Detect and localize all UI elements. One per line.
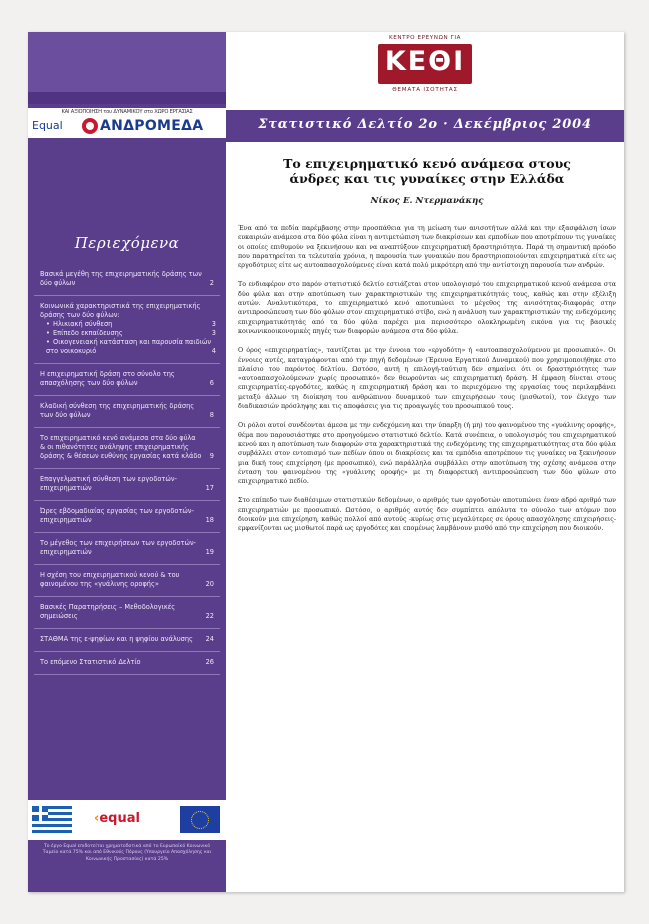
toc-item-page: 2	[209, 279, 214, 287]
toc-subitem	[40, 338, 216, 356]
kethi-logo-text: ΚΕΘΙ	[384, 46, 466, 77]
toc-subitem-label: Ηλικιακή σύνθεση	[53, 320, 113, 328]
project-logos	[30, 117, 224, 137]
equal-small-logo: Equal	[32, 119, 63, 132]
article-paragraph: Οι ρόλοι αυτοί συνδέονται άμεσα με την ενδεχόμενη και την ύπαρξη (ή μη) του φαινομένου της «γυάλινης οροφής», θέμα που παρουσιάστηκε στο προηγούμενο στατιστικό δελτίο. Κατά συνέπεια, ο υπολογισμός του επιχειρηματικού κενού και η αποτύπωση των διαφορών στα χαρακτηριστικά της ενδεχόμενης της επιχειρηματικότητας στα δύο φύλα συμβάλλει στον εντοπισμό των πεδίων όπου οι διακρίσεις και τα εμπόδια αποτρέπουν τις γυναίκες να ξεκινήσουν μια δική τους επιχείρηση (με προσωπικό), ενώ παράλληλα συμβάλλει στην αποτύπωση της σχέσης ανάμεσα στην ένταση του φαινομένου της «γυάλινης οροφής» με τη διαφορετική αντιπροσώπευση των δύο φύλων στο επιχειρηματικό πεδίο.	[238, 422, 616, 486]
toc-item	[34, 296, 220, 364]
article-title-line2: άνδρες και τις γυναίκες στην Ελλάδα	[289, 171, 565, 186]
bullet-icon: •	[46, 338, 50, 346]
toc-item-page: 8	[209, 411, 214, 419]
kethi-bottom-text: ΘΕΜΑΤΑ ΙΣΟΤΗΤΑΣ	[392, 87, 458, 93]
toc-item	[34, 264, 220, 296]
bulletin-banner-text: Στατιστικό Δελτίο 2ο · Δεκέμβριος 2004	[258, 117, 592, 132]
table-of-contents	[28, 264, 226, 675]
article	[238, 156, 616, 534]
toc-title: Περιεχόμενα	[74, 234, 180, 252]
funding-note: Το έργο Equal επιδοτείται χρηματοδοτικά από το Ευρωπαϊκό Κοινωνικό Ταμείο κατά 75% και από Εθνικούς Πόρους (Υπουργείο Απασχόλησης και Κοινωνικής Προστασίας) κατά 25%	[42, 844, 212, 862]
document-page	[28, 32, 624, 892]
article-title-line1: Το επιχειρηματικό κενό ανάμεσα στους	[283, 156, 571, 171]
toc-item	[34, 597, 220, 629]
andromeda-logo-text: ΑΝΔΡΟΜΕΔΑ	[100, 118, 204, 134]
toc-subitem-label: Οικογενειακή κατάσταση και παρουσία παιδιών στο νοικοκυριό	[46, 338, 212, 355]
toc-item-page: 18	[205, 516, 214, 524]
toc-item	[34, 652, 220, 675]
toc-item-page: 9	[209, 452, 214, 460]
equal-logo: ‹equal	[94, 811, 140, 826]
bullet-icon: •	[46, 329, 50, 337]
toc-item-page: 17	[205, 484, 214, 492]
kethi-logo	[378, 44, 472, 84]
bulletin-banner	[226, 110, 624, 142]
toc-item	[34, 629, 220, 652]
toc-subitem	[40, 329, 216, 338]
toc-item-page: 22	[205, 612, 214, 620]
toc-item-label: Ώρες εβδομαδιαίας εργασίας των εργοδοτών-επιχειρηματιών	[40, 507, 194, 524]
toc-item-label: Η σχέση του επιχειρηματικού κενού & του φαινομένου της «γυάλινης οροφής»	[40, 571, 180, 588]
project-logo-band	[28, 108, 226, 138]
article-paragraph: Ένα από τα πεδία παρέμβασης στην προσπάθεια για τη μείωση των ανισοτήτων αλλά και την εξασφάλιση ίσων ευκαιριών ανάμεσα στα δύο φύλα είναι η αντιμετώπιση των διακρίσεων και εμποδίων που αποτρέπουν τις γυναίκες οι οποίες επιθυμούν να ξεκινήσουν και να αναπτύξουν επιχειρηματική δραστηριότητα. Παρά τη σημαντική πρόοδο που παρατηρείται τα τελευταία χρόνια, η παρουσία των γυναικών που δραστηριοποιούνται επιχειρηματικά είτε ως εργοδότριες είτε ως αυτοαπασχολούμενες είναι κατά πολύ μικρότερη από την αντίστοιχη παρουσία των ανδρών.	[238, 225, 616, 270]
eu-flag-icon	[180, 806, 220, 833]
toc-subitem-page: 4	[211, 347, 216, 355]
sidebar-header-stripe	[28, 92, 226, 104]
toc-item-label: Το επόμενο Στατιστικό Δελτίο	[40, 658, 141, 666]
toc-subitem	[40, 320, 216, 329]
toc-item-label: Το επιχειρηματικό κενό ανάμεσα στα δύο φύλα & οι πιθανότητες ανάληψης επιχειρηματικής δράσης & θέσεων ευθύνης εργασίας κατά κλάδο	[40, 434, 202, 460]
toc-item-page: 6	[209, 379, 214, 387]
toc-item-label: Βασικά μεγέθη της επιχειρηματικής δράσης των δύο φύλων	[40, 270, 202, 287]
toc-item-label: Το μέγεθος των επιχειρήσεων των εργοδοτών-επιχειρηματιών	[40, 539, 197, 556]
toc-subitem-page: 3	[211, 329, 216, 337]
toc-item-page: 20	[205, 580, 214, 588]
greek-flag-icon	[32, 806, 72, 833]
toc-item-label: Επαγγελματική σύνθεση των εργοδοτών-επιχειρηματιών	[40, 475, 177, 492]
funding-logos	[28, 800, 226, 840]
toc-subitem-label: Επίπεδο εκπαίδευσης	[53, 329, 123, 337]
toc-item	[34, 565, 220, 597]
toc-item-label: ΣΤΑΘΜΑ της ε-ψηφίων και η ψηφίου ανάλυσης	[40, 635, 193, 643]
toc-item	[34, 501, 220, 533]
toc-item	[34, 533, 220, 565]
andromeda-logo-icon	[82, 118, 98, 134]
toc-item-label: Κοινωνικά χαρακτηριστικά της επιχειρηματικής δράσης των δύο φύλων:	[40, 302, 201, 319]
sidebar	[28, 32, 226, 892]
toc-item-label: Η επιχειρηματική δράση στο σύνολο της απασχόλησης των δύο φύλων	[40, 370, 175, 387]
toc-item-label: Βασικές Παρατηρήσεις – Μεθοδολογικές σημειώσεις	[40, 603, 176, 620]
project-tagline: ΚΑΙ ΑΞΙΟΠΟΙΗΣΗ του ΔΥΝΑΜΙΚΟΥ στο ΧΩΡΟ ΕΡΓΑΣΙΑΣ	[61, 109, 193, 115]
toc-item	[34, 428, 220, 469]
article-author: Νίκος Ε. Ντερμανάκης	[370, 196, 484, 206]
article-paragraph: Το ενδιαφέρον στο παρόν στατιστικό δελτίο εστιάζεται στον υπολογισμό του επιχειρηματικού κενού ανάμεσα στα δύο φύλα και στην αποτύπωση των χαρακτηριστικών της επιχειρηματικότητάς τους, καθώς και στην εξέλιξη αυτών. Αναλυτικότερα, το επιχειρηματικό κενό αποτυπώνει το μέγεθος της ανισότητας-διαφοράς στην αντιπροσώπευση των δύο φύλων στον επιχειρηματικό στίβο, ενώ η ανάλυση των χαρακτηριστικών της ενδεχόμενης επιχειρηματικότητάς από τα δύο φύλα παρέχει μια περισσότερο ολοκληρωμένη εικόνα για τις βασικές κοινωνικοοικονομικές πηγές των διαφορών ανάμεσα στα δύο φύλα.	[238, 281, 616, 335]
article-paragraph: Ο όρος «επιχειρηματίας», ταυτίζεται με την έννοια του «εργοδότη» ή «αυτοαπασχολούμενου με προσωπικό». Οι έννοιες αυτές, καταγράφονται από την πηγή δεδομένων (Έρευνα Εργατικού Δυναμικού) που χρησιμοποιήθηκε στο πλαίσιο του παρόντος δελτίου. Ωστόσο, αυτή η επιλογή-ταύτιση δεν σημαίνει ότι οι δραστηριότητες των «αυτοαπασχολούμενων χωρίς προσωπικό» δεν θεωρούνται ως επιχειρηματική δράση. Η έμφαση δίνεται στους επιχειρηματίες-εργοδότες, καθώς η επιχειρηματική δράση και το περιεχόμενο της εργασίας τους περιλαμβάνει μεταξύ άλλων τη διοίκηση του ανθρώπινου δυναμικού των επιχειρήσεων τους (μισθωτοί), τον έλεγχο των διαδικασιών πρόσληψης και τις αποφάσεις για τις προαγωγές του προσωπικού τους.	[238, 347, 616, 411]
toc-item	[34, 469, 220, 501]
toc-item-page: 19	[205, 548, 214, 556]
toc-subitem-page: 3	[211, 320, 216, 328]
toc-item-page: 24	[205, 635, 214, 643]
toc-item	[34, 396, 220, 428]
article-title	[238, 156, 616, 186]
toc-item-label: Κλαδική σύνθεση της επιχειρηματικής δράσης των δύο φύλων	[40, 402, 195, 419]
bullet-icon: •	[46, 320, 50, 328]
kethi-top-text: ΚΕΝΤΡΟ ΕΡΕΥΝΩΝ ΓΙΑ	[388, 35, 462, 41]
toc-item	[34, 364, 220, 396]
kethi-header	[226, 32, 624, 104]
article-paragraph: Στο επίπεδο των διαθέσιμων στατιστικών δεδομένων, ο αριθμός των εργοδοτών αποτυπώνει έναν αδρό αριθμό των επιχειρηματιών με προσωπικό. Ωστόσο, ο αριθμός αυτός δεν συμπίπτει απόλυτα το σύνολο των ατόμων που διοικούν μια επιχείρηση, καθώς πολλοί από αυτούς -κυρίως στις μεγαλύτερες σε όρους απασχόλησης επιχειρήσεις- εμφανίζονται ως μισθωτοί παρά ως εργοδότες και επομένως λαμβάνουν μισθό από την επιχείρηση που διοικούν.	[238, 497, 616, 533]
toc-item-page: 26	[205, 658, 214, 666]
